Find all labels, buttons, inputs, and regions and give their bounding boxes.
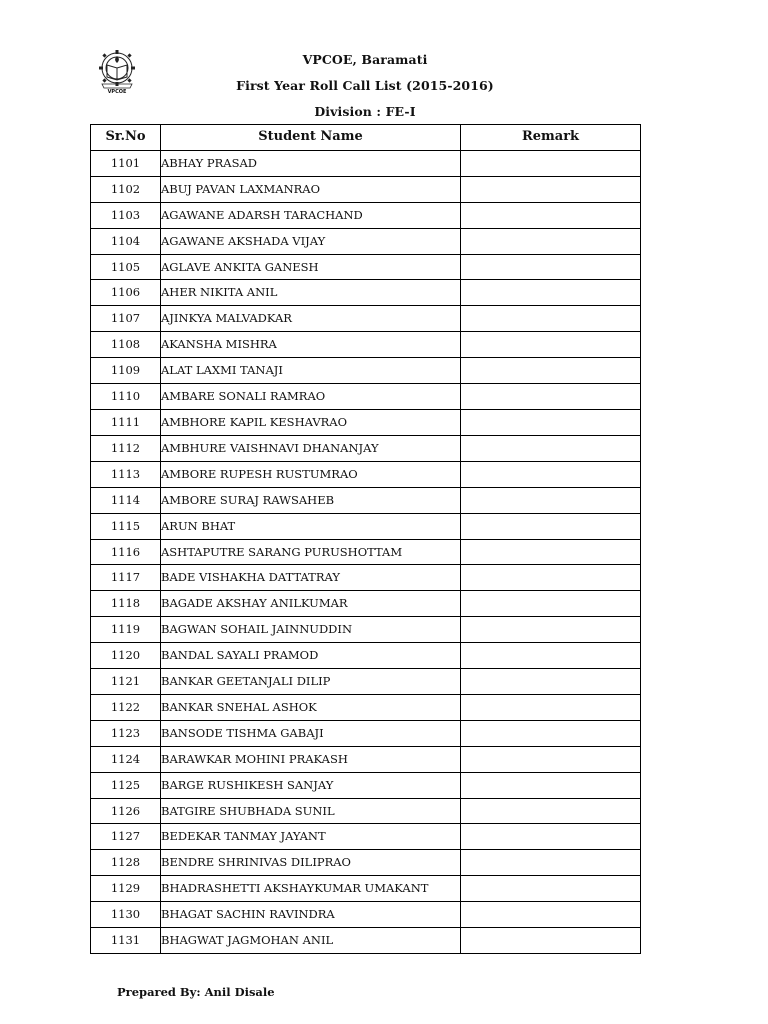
cell-remark bbox=[461, 513, 641, 539]
table-row bbox=[91, 539, 641, 565]
cell-srno: 1113 bbox=[91, 461, 161, 487]
table-row bbox=[91, 669, 641, 695]
cell-student-name: ALAT LAXMI TANAJI bbox=[161, 358, 461, 384]
cell-remark bbox=[461, 332, 641, 358]
table-row bbox=[91, 228, 641, 254]
cell-remark bbox=[461, 772, 641, 798]
table-row bbox=[91, 280, 641, 306]
cell-student-name: AMBORE RUPESH RUSTUMRAO bbox=[161, 461, 461, 487]
cell-remark bbox=[461, 720, 641, 746]
table-row bbox=[91, 850, 641, 876]
cell-remark bbox=[461, 798, 641, 824]
logo-text: VPCOE bbox=[107, 89, 127, 95]
cell-srno: 1111 bbox=[91, 409, 161, 435]
column-header-remark: Remark bbox=[461, 125, 641, 151]
cell-remark bbox=[461, 876, 641, 902]
cell-srno: 1119 bbox=[91, 617, 161, 643]
cell-remark bbox=[461, 669, 641, 695]
column-header-srno: Sr.No bbox=[91, 125, 161, 151]
cell-student-name: AGAWANE AKSHADA VIJAY bbox=[161, 228, 461, 254]
roll-call-table bbox=[90, 124, 641, 954]
cell-srno: 1128 bbox=[91, 850, 161, 876]
table-row bbox=[91, 513, 641, 539]
table-row bbox=[91, 772, 641, 798]
table-row bbox=[91, 435, 641, 461]
cell-student-name: BARGE RUSHIKESH SANJAY bbox=[161, 772, 461, 798]
cell-student-name: AJINKYA MALVADKAR bbox=[161, 306, 461, 332]
table-row bbox=[91, 617, 641, 643]
cell-remark bbox=[461, 928, 641, 954]
cell-remark bbox=[461, 435, 641, 461]
cell-remark bbox=[461, 694, 641, 720]
cell-student-name: AGLAVE ANKITA GANESH bbox=[161, 254, 461, 280]
cell-srno: 1122 bbox=[91, 694, 161, 720]
cell-srno: 1130 bbox=[91, 902, 161, 928]
cell-student-name: BAGADE AKSHAY ANILKUMAR bbox=[161, 591, 461, 617]
cell-srno: 1131 bbox=[91, 928, 161, 954]
cell-student-name: ABUJ PAVAN LAXMANRAO bbox=[161, 176, 461, 202]
cell-student-name: BHAGWAT JAGMOHAN ANIL bbox=[161, 928, 461, 954]
cell-student-name: AMBHORE KAPIL KESHAVRAO bbox=[161, 409, 461, 435]
table-row bbox=[91, 694, 641, 720]
table-row bbox=[91, 876, 641, 902]
cell-srno: 1124 bbox=[91, 746, 161, 772]
table-row bbox=[91, 902, 641, 928]
cell-student-name: AHER NIKITA ANIL bbox=[161, 280, 461, 306]
cell-student-name: BAGWAN SOHAIL JAINNUDDIN bbox=[161, 617, 461, 643]
table-row bbox=[91, 254, 641, 280]
cell-student-name: BEDEKAR TANMAY JAYANT bbox=[161, 824, 461, 850]
table-row bbox=[91, 643, 641, 669]
cell-srno: 1112 bbox=[91, 435, 161, 461]
cell-srno: 1125 bbox=[91, 772, 161, 798]
cell-student-name: BANSODE TISHMA GABAJI bbox=[161, 720, 461, 746]
table-row bbox=[91, 409, 641, 435]
cell-student-name: BANKAR GEETANJALI DILIP bbox=[161, 669, 461, 695]
table-body bbox=[91, 150, 641, 953]
cell-srno: 1110 bbox=[91, 384, 161, 410]
cell-remark bbox=[461, 461, 641, 487]
cell-remark bbox=[461, 591, 641, 617]
table-row bbox=[91, 150, 641, 176]
cell-srno: 1109 bbox=[91, 358, 161, 384]
cell-remark bbox=[461, 202, 641, 228]
cell-student-name: AMBORE SURAJ RAWSAHEB bbox=[161, 487, 461, 513]
cell-student-name: AKANSHA MISHRA bbox=[161, 332, 461, 358]
cell-remark bbox=[461, 384, 641, 410]
cell-remark bbox=[461, 280, 641, 306]
cell-remark bbox=[461, 358, 641, 384]
cell-student-name: ARUN BHAT bbox=[161, 513, 461, 539]
table-row bbox=[91, 358, 641, 384]
column-header-student-name: Student Name bbox=[161, 125, 461, 151]
table-row bbox=[91, 461, 641, 487]
cell-student-name: BANKAR SNEHAL ASHOK bbox=[161, 694, 461, 720]
cell-remark bbox=[461, 254, 641, 280]
table-row bbox=[91, 928, 641, 954]
table-row bbox=[91, 565, 641, 591]
table-row bbox=[91, 591, 641, 617]
cell-srno: 1126 bbox=[91, 798, 161, 824]
cell-remark bbox=[461, 617, 641, 643]
cell-student-name: AMBHURE VAISHNAVI DHANANJAY bbox=[161, 435, 461, 461]
cell-remark bbox=[461, 643, 641, 669]
cell-srno: 1102 bbox=[91, 176, 161, 202]
cell-srno: 1101 bbox=[91, 150, 161, 176]
cell-srno: 1123 bbox=[91, 720, 161, 746]
table-row bbox=[91, 746, 641, 772]
cell-remark bbox=[461, 850, 641, 876]
table-row bbox=[91, 306, 641, 332]
prepared-by: Prepared By: Anil Disale bbox=[117, 985, 275, 999]
table-row bbox=[91, 798, 641, 824]
cell-srno: 1104 bbox=[91, 228, 161, 254]
cell-student-name: AMBARE SONALI RAMRAO bbox=[161, 384, 461, 410]
cell-remark bbox=[461, 902, 641, 928]
cell-remark bbox=[461, 487, 641, 513]
cell-student-name: BARAWKAR MOHINI PRAKASH bbox=[161, 746, 461, 772]
cell-student-name: BANDAL SAYALI PRAMOD bbox=[161, 643, 461, 669]
cell-remark bbox=[461, 150, 641, 176]
cell-student-name: ASHTAPUTRE SARANG PURUSHOTTAM bbox=[161, 539, 461, 565]
cell-remark bbox=[461, 409, 641, 435]
cell-srno: 1120 bbox=[91, 643, 161, 669]
table-header-row bbox=[91, 125, 641, 151]
cell-student-name: BADE VISHAKHA DATTATRAY bbox=[161, 565, 461, 591]
table-row bbox=[91, 824, 641, 850]
cell-srno: 1116 bbox=[91, 539, 161, 565]
cell-srno: 1103 bbox=[91, 202, 161, 228]
cell-student-name: BHADRASHETTI AKSHAYKUMAR UMAKANT bbox=[161, 876, 461, 902]
institution-name: VPCOE, Baramati bbox=[302, 52, 428, 67]
cell-student-name: BHAGAT SACHIN RAVINDRA bbox=[161, 902, 461, 928]
table-row bbox=[91, 720, 641, 746]
cell-remark bbox=[461, 306, 641, 332]
cell-student-name: ABHAY PRASAD bbox=[161, 150, 461, 176]
cell-remark bbox=[461, 539, 641, 565]
cell-srno: 1108 bbox=[91, 332, 161, 358]
cell-remark bbox=[461, 565, 641, 591]
table-row bbox=[91, 487, 641, 513]
cell-srno: 1114 bbox=[91, 487, 161, 513]
table-row bbox=[91, 176, 641, 202]
document-title: First Year Roll Call List (2015-2016) bbox=[236, 78, 494, 93]
cell-student-name: BENDRE SHRINIVAS DILIPRAO bbox=[161, 850, 461, 876]
cell-srno: 1106 bbox=[91, 280, 161, 306]
cell-srno: 1121 bbox=[91, 669, 161, 695]
cell-remark bbox=[461, 228, 641, 254]
table-row bbox=[91, 202, 641, 228]
cell-student-name: BATGIRE SHUBHADA SUNIL bbox=[161, 798, 461, 824]
cell-remark bbox=[461, 176, 641, 202]
cell-student-name: AGAWANE ADARSH TARACHAND bbox=[161, 202, 461, 228]
division-label: Division : FE-I bbox=[314, 104, 416, 119]
table-row bbox=[91, 332, 641, 358]
cell-remark bbox=[461, 824, 641, 850]
cell-srno: 1117 bbox=[91, 565, 161, 591]
cell-srno: 1115 bbox=[91, 513, 161, 539]
cell-srno: 1129 bbox=[91, 876, 161, 902]
cell-srno: 1127 bbox=[91, 824, 161, 850]
cell-srno: 1118 bbox=[91, 591, 161, 617]
cell-srno: 1107 bbox=[91, 306, 161, 332]
table-row bbox=[91, 384, 641, 410]
cell-remark bbox=[461, 746, 641, 772]
cell-srno: 1105 bbox=[91, 254, 161, 280]
